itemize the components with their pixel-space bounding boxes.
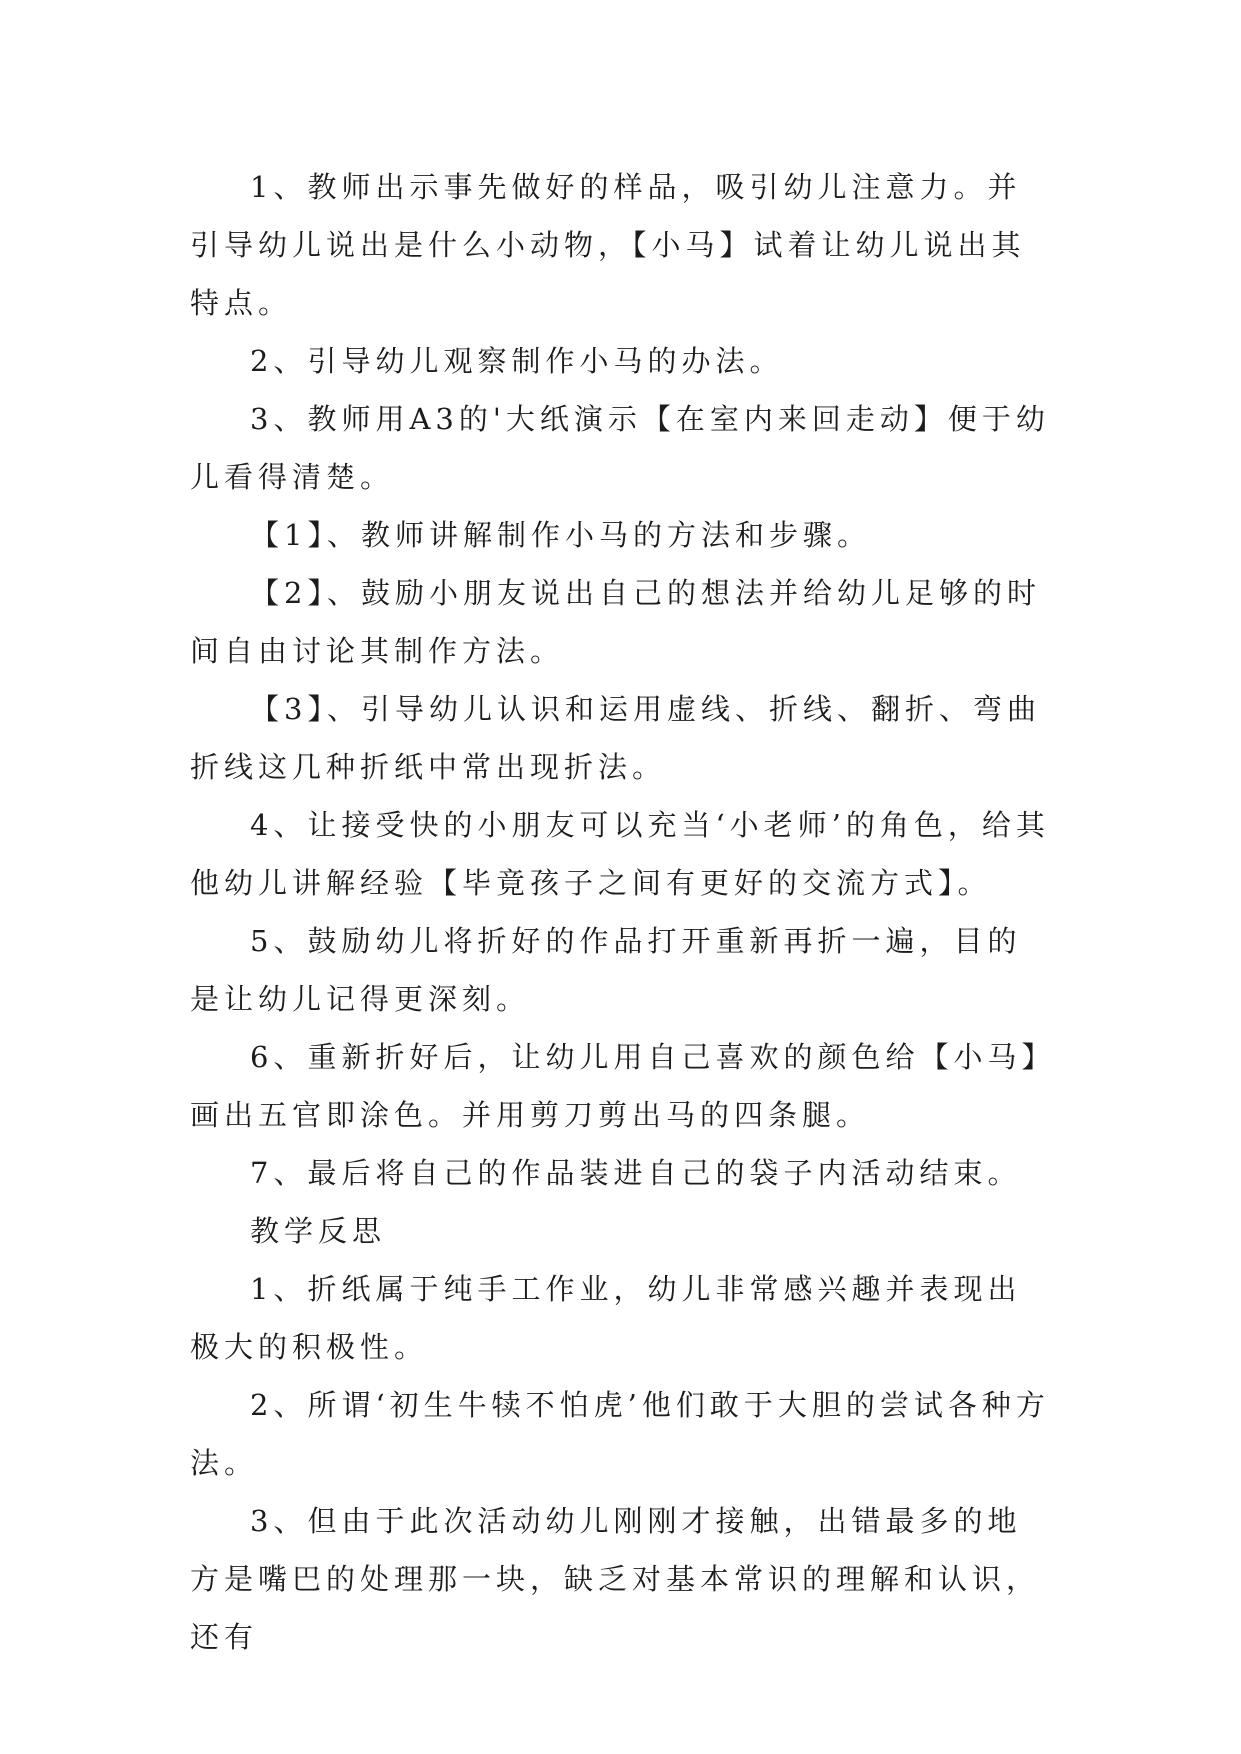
paragraph-substep-3: 【3】、引导幼儿认识和运用虚线、折线、翻折、弯曲折线这几种折纸中常出现折法。 (190, 692, 1041, 784)
paragraph-reflection-1: 1、折纸属于纯手工作业，幼儿非常感兴趣并表现出极大的积极性。 (190, 1272, 1022, 1364)
paragraph-reflection-2: 2、所谓‘初生牛犊不怕虎’他们敢于大胆的尝试各种方法。 (190, 1388, 1050, 1480)
paragraph-step-6: 6、重新折好后，让幼儿用自己喜欢的颜色给【小马】画出五官即涂色。并用剪刀剪出马的四条腿。 (190, 1040, 1041, 1132)
paragraph-step-4: 4、让接受快的小朋友可以充当‘小老师’的角色，给其他幼儿讲解经验【毕竟孩子之间有更好的交流方式】。 (190, 808, 1050, 900)
paragraph-reflection-3: 3、但由于此次活动幼儿刚刚才接触，出错最多的地方是嘴巴的处理那一块，缺乏对基本常识的理解和认识，还有 (190, 1504, 1041, 1654)
paragraph-step-7: 7、最后将自己的作品装进自己的袋子内活动结束。 (250, 1156, 1022, 1190)
paragraph-substep-2: 【2】、鼓励小朋友说出自己的想法并给幼儿足够的时间自由讨论其制作方法。 (190, 576, 1041, 668)
paragraph-step-1: 1、教师出示事先做好的样品，吸引幼儿注意力。并引导幼儿说出是什么小动物，【小马】试着让幼儿说出其特点。 (190, 170, 1026, 320)
paragraph-substep-1: 【1】、教师讲解制作小马的方法和步骤。 (250, 518, 871, 552)
paragraph-step-2: 2、引导幼儿观察制作小马的办法。 (250, 344, 784, 378)
section-heading-reflection: 教学反思 (250, 1214, 387, 1248)
document-body (190, 158, 1052, 1666)
paragraph-step-5: 5、鼓励幼儿将折好的作品打开重新再折一遍，目的是让幼儿记得更深刻。 (190, 924, 1022, 1016)
paragraph-step-3: 3、教师用A3的'大纸演示【在室内来回走动】便于幼儿看得清楚。 (190, 402, 1050, 494)
